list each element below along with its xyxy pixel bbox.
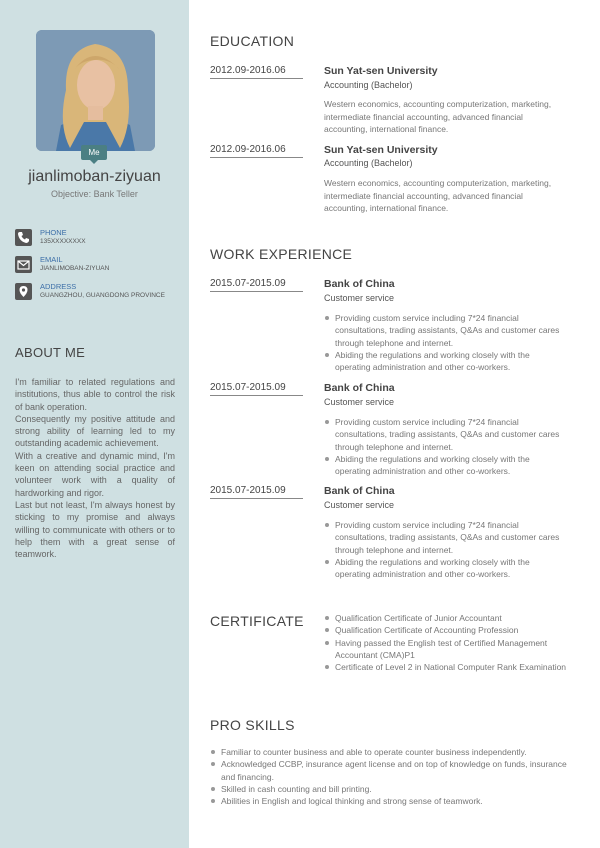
list-item: Abiding the regulations and working closely with the operating administration and other co-workers.	[324, 453, 564, 478]
me-badge: Me	[81, 145, 107, 160]
list-item: Providing custom service including 7*24 financial consultations, trading assistants, Q&As and customer cares through telephone and internet.	[324, 312, 564, 349]
work-bullets	[324, 416, 564, 477]
list-item: Qualification Certificate of Accounting Profession	[324, 624, 574, 636]
phone-icon	[15, 229, 32, 246]
about-paragraph: With a creative and dynamic mind, I'm keen on attending social practice and volunteer work with a quality of hardworking and rigor.	[15, 450, 175, 498]
list-item: Skilled in cash counting and bill printing.	[210, 783, 575, 795]
work-bullets	[324, 519, 564, 580]
contact-phone-label: PHONE	[40, 228, 67, 237]
list-item: Abiding the regulations and working closely with the operating administration and other co-workers.	[324, 349, 564, 374]
contact-address-value: GUANGZHOU, GUANGDONG PROVINCE	[40, 292, 165, 299]
work-role: Customer service	[324, 293, 395, 303]
contact-address-label: ADDRESS	[40, 282, 77, 291]
list-item: Familiar to counter business and able to operate counter business independently.	[210, 746, 575, 758]
list-item: Abiding the regulations and working closely with the operating administration and other co-workers.	[324, 556, 564, 581]
work-date: 2015.07-2015.09	[210, 382, 303, 396]
work-bullets	[324, 312, 564, 373]
about-paragraph: Consequently my positive attitude and strong ability of learning led to my outstanding academic achievement.	[15, 413, 175, 449]
portrait-image	[36, 30, 155, 151]
contact-phone	[15, 228, 185, 250]
work-date: 2015.07-2015.09	[210, 278, 303, 292]
about-title: ABOUT ME	[15, 345, 86, 360]
work-company: Bank of China	[324, 382, 395, 394]
education-degree: Accounting (Bachelor)	[324, 158, 413, 168]
certificate-title: CERTIFICATE	[210, 613, 304, 629]
profile-photo	[36, 30, 155, 151]
list-item: Having passed the English test of Certified Management Accountant (CMA)P1	[324, 637, 574, 662]
work-date: 2015.07-2015.09	[210, 485, 303, 499]
education-date: 2012.09-2016.06	[210, 65, 303, 79]
profile-objective: Objective: Bank Teller	[51, 189, 138, 199]
work-role: Customer service	[324, 500, 395, 510]
education-school: Sun Yat-sen University	[324, 144, 438, 156]
certificate-list	[324, 612, 574, 673]
list-item: Abilities in English and logical thinking and strong sense of teamwork.	[210, 795, 575, 807]
list-item: Certificate of Level 2 in National Computer Rank Examination	[324, 661, 574, 673]
work-company: Bank of China	[324, 485, 395, 497]
list-item: Providing custom service including 7*24 financial consultations, trading assistants, Q&As and customer cares through telephone and internet.	[324, 416, 564, 453]
profile-name: jianlimoban-ziyuan	[28, 168, 161, 185]
contact-email-label: EMAIL	[40, 255, 63, 264]
work-role: Customer service	[324, 397, 395, 407]
skills-list	[210, 746, 575, 807]
about-paragraph: Last but not least, I'm always honest by sticking to my promise and always willing to communicate with others or to help them with a great sense of teamwork.	[15, 499, 175, 560]
location-icon	[15, 283, 32, 300]
list-item: Providing custom service including 7*24 financial consultations, trading assistants, Q&As and customer cares through telephone and internet.	[324, 519, 564, 556]
mail-icon	[15, 256, 32, 273]
list-item: Qualification Certificate of Junior Accountant	[324, 612, 574, 624]
education-degree: Accounting (Bachelor)	[324, 80, 413, 90]
contact-phone-value: 135XXXXXXXX	[40, 238, 86, 245]
about-text	[15, 376, 175, 560]
education-description: Western economics, accounting computerization, marketing, intermediate financial accounting, advanced financial accounting, international finance.	[324, 99, 552, 134]
list-item: Acknowledged CCBP, insurance agent license and on top of knowledge on funds, insurance and financing.	[210, 758, 575, 783]
skills-title: PRO SKILLS	[210, 717, 295, 733]
education-description: Western economics, accounting computerization, marketing, intermediate financial accounting, advanced financial accounting, international finance.	[324, 178, 552, 213]
education-school: Sun Yat-sen University	[324, 65, 438, 77]
contact-address	[15, 282, 185, 304]
about-paragraph: I'm familiar to related regulations and institutions, thus able to control the risk of bank operation.	[15, 377, 175, 412]
work-company: Bank of China	[324, 278, 395, 290]
education-title: EDUCATION	[210, 33, 295, 49]
education-date: 2012.09-2016.06	[210, 144, 303, 158]
contact-email	[15, 255, 185, 277]
contact-email-value: JIANLIMOBAN-ZIYUAN	[40, 265, 110, 272]
work-title: WORK EXPERIENCE	[210, 246, 353, 262]
